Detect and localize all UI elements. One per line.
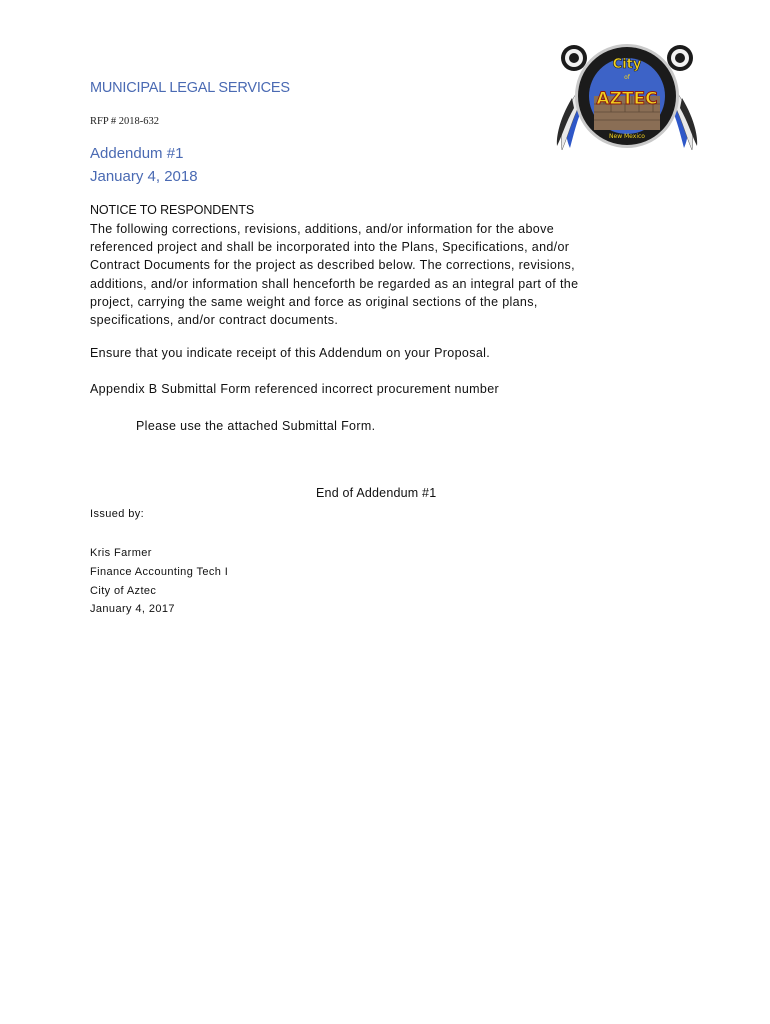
notice-line: specifications, and/or contract documents. [90,313,339,328]
city-of-aztec-logo [552,38,702,156]
signer-role: Finance Accounting Tech I [90,565,229,578]
document-title: MUNICIPAL LEGAL SERVICES [90,80,290,96]
logo-aztec-text: AZTEC [596,89,658,109]
end-of-addendum: End of Addendum #1 [316,486,437,500]
signer-organization: City of Aztec [90,584,157,597]
addendum-heading [90,142,198,188]
addendum-number: Addendum #1 [90,145,184,162]
signer-name: Kris Farmer [90,547,152,559]
notice-line: project, carrying the same weight and force as original sections of the plans, [90,294,538,309]
city-seal-icon [552,38,702,156]
logo-city-text: City [612,57,642,72]
rfp-number: RFP # 2018-632 [90,116,160,127]
notice-line: additions, and/or information shall henceforth be regarded as an integral part of the [90,276,579,291]
notice-line: referenced project and shall be incorporated into the Plans, Specifications, and/or [90,240,570,255]
signer-date: January 4, 2017 [90,603,175,616]
signer-block [90,544,228,619]
receipt-instruction: Ensure that you indicate receipt of this Addendum on your Proposal. [90,346,491,360]
issued-by-label: Issued by: [90,508,145,520]
notice-heading: NOTICE TO RESPONDENTS [90,203,255,217]
notice-line: The following corrections, revisions, additions, and/or information for the above [90,222,554,236]
appendix-correction: Appendix B Submittal Form referenced incorrect procurement number [90,382,500,396]
notice-line: Contract Documents for the project as described below. The corrections, revisions, [90,258,575,273]
submittal-form-instruction: Please use the attached Submittal Form. [136,419,376,433]
addendum-date: January 4, 2018 [90,168,198,185]
logo-of-text: of [624,74,630,81]
notice-body [90,220,690,329]
logo-new-mexico-text: New Mexico [609,133,645,140]
